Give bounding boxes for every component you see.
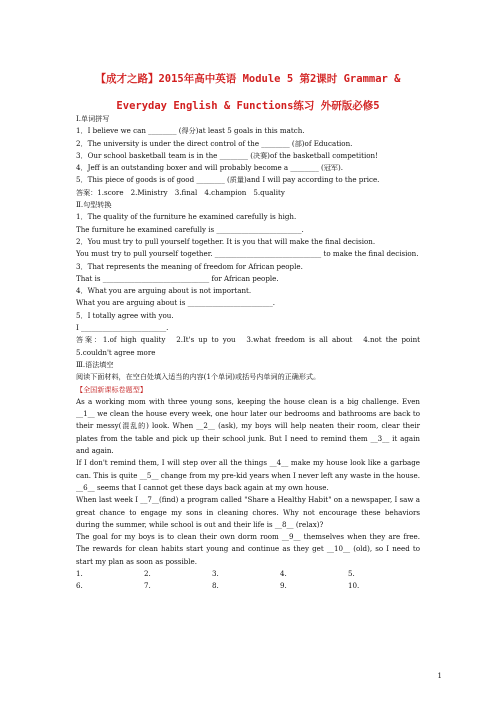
s2-q1: 1．The quality of the furniture he examined carefully is high. [76, 212, 297, 222]
document-title-line-2: Everyday English & Functions练习 外研版必修5 [116, 100, 380, 112]
section-1-heading: Ⅰ.单词拼写 [76, 114, 110, 123]
s1-item-3: 3．Our school basketball team is in the ________ (决赛)of the basketball competition! [76, 150, 378, 160]
answer-number: 10. [348, 581, 360, 591]
s3-paragraph-3: When last week I __7__(find) a program called "Share a Healthy Habit" on a newspaper, I saw a great chance to engage my sons in cleaning chores. Why not encourage these behaviors during the summer, while school is out and their life is __8__ (relax)? [76, 495, 420, 529]
answer-number: 7. [144, 581, 151, 591]
s2-q3-rewrite: That is ______________________________ for African people. [76, 273, 279, 283]
s3-instruction: 阅读下面材料，在空白处填入适当的内容(1个单词)或括号内单词的正确形式。 [76, 372, 321, 382]
s1-item-4: 4．Jeff is an outstanding boxer and will probably become a ________ (冠军). [76, 163, 343, 173]
s1-item-2: 2．The university is under the direct control of the ________ (部)of Education. [76, 138, 353, 148]
s1-item-5: 5．This piece of goods is of good ________ (质量)and I will pay according to the price. [76, 175, 380, 185]
s2-q2-rewrite: You must try to pull yourself together. ______________________________ to make the final decision. [76, 249, 419, 259]
s2-q4: 4．What you are arguing about is not important. [76, 286, 252, 296]
answer-number: 1. [76, 568, 83, 578]
s3-paragraph-1: As a working mom with three young sons, keeping the house clean is a big challenge. Even __1__ we clean the house every week, one hour later our bedrooms and bathrooms are back to their messy(混乱的) look. When __2__ (ask), my boys will help neaten their room, clear their plates from the table and pick up their school junk. But I need to remind them __3__ it again and again. [76, 396, 420, 456]
answer-number: 2. [144, 568, 151, 578]
s3-paragraph-4: The goal for my boys is to clean their own dorm room __9__ themselves when they are free. The rewards for clean habits start young and continue as they get __10__ (old), so I need to start my plan as soon as possible. [76, 532, 420, 566]
s3-paragraph-2: If I don't remind them, I will step over all the things __4__ make my house look like a garbage can. This is quite __5__ change from my pre-kid years when I never left any waste in the house. __6__ seems that I cannot get these days back again at my own house. [76, 458, 420, 492]
s2-q4-rewrite: What you are arguing about is ________________________. [76, 298, 275, 308]
answer-number: 4. [280, 568, 287, 578]
s2-q5-rewrite: I ________________________. [76, 323, 169, 333]
s3-tag: 【全国新课标卷题型】 [76, 384, 147, 394]
page-number: 1 [437, 672, 442, 680]
section-2-heading: Ⅱ.句型转换 [76, 200, 112, 210]
s2-q1-rewrite: The furniture he examined carefully is ________________________. [76, 224, 304, 234]
s2-q3: 3．That represents the meaning of freedom for African people. [76, 261, 303, 271]
answer-number-row-1 [76, 568, 420, 580]
answer-number: 3. [212, 568, 219, 578]
s2-answer: 答案：1.of high quality 2.It's up to you 3.what freedom is all about 4.not the point 5.couldn't agree more [76, 335, 428, 357]
answer-number: 5. [348, 568, 355, 578]
answer-number-row-2 [76, 580, 420, 592]
s1-item-1: 1．I believe we can ________ (得分)at least 5 goals in this match. [76, 126, 305, 136]
s2-q5: 5．I totally agree with you. [76, 310, 174, 320]
section-3-heading: Ⅲ.语法填空 [76, 359, 114, 369]
s2-q2: 2．You must try to pull yourself together. It is you that will make the final decision. [76, 236, 376, 246]
document-title-line-1: 【成才之路】2015年高中英语 Module 5 第2课时 Grammar & [95, 73, 401, 85]
s1-answer: 答案：1.score 2.Ministry 3.final 4.champion 5.quality [76, 187, 285, 197]
answer-number: 9. [280, 581, 287, 591]
answer-number: 6. [76, 581, 83, 591]
answer-number: 8. [212, 581, 219, 591]
document-body [76, 113, 428, 593]
